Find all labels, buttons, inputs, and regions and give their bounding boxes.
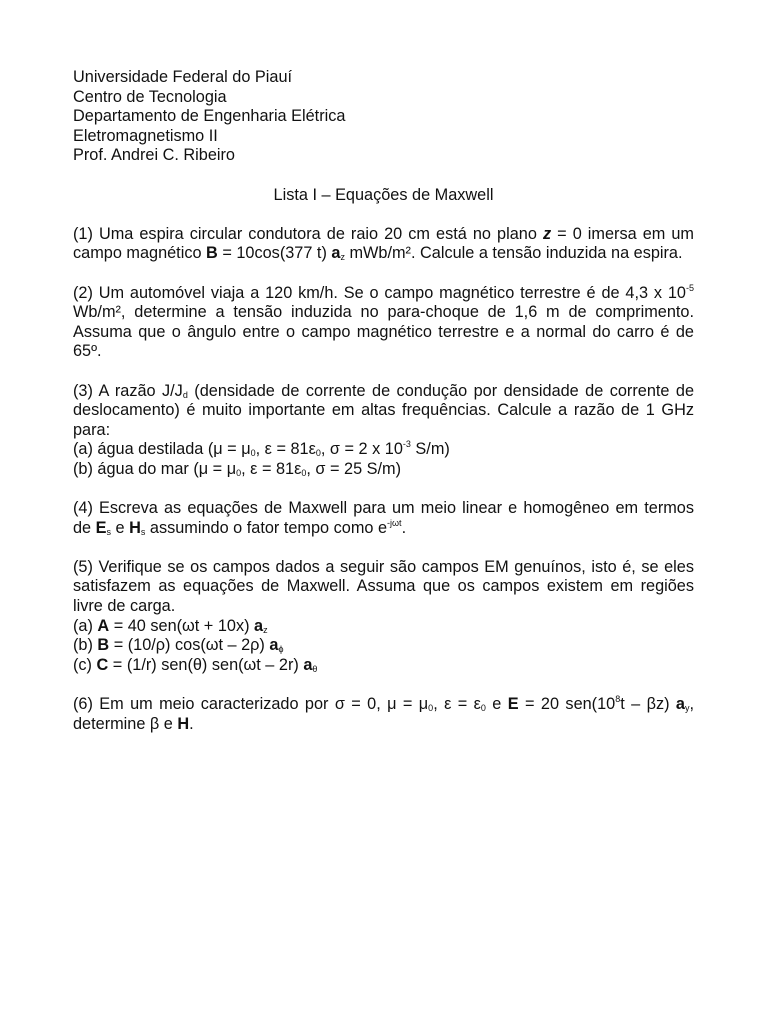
question-6: (6) Em um meio caracterizado por σ = 0, $\mu = \mu_0$, $\varepsilon = \varepsilon_0$ e E = 20 $sen(10^8t - \beta z)$ $a_y$, determine β e H.	[73, 694, 694, 733]
header-university: Universidade Federal do Piauí	[73, 68, 293, 86]
question-5-item-b: (b) B = (10/ρ) cos(ωt – 2ρ) $a_\phi$	[73, 636, 284, 655]
question-4: (4) Escreva as equações de Maxwell para um meio linear e homogêneo em termos de $E_s$ e $H_s$ assumindo o fator tempo como $e^{-j\omega t}$.	[73, 499, 694, 537]
question-1: (1) Uma espira circular condutora de raio 20 cm está no plano z = 0 imersa em um campo magnético B = 10cos(377 t) $a_z$ mWb/m². Calcule a tensão induzida na espira.	[73, 224, 694, 263]
document-title: Lista I – Equações de Maxwell	[273, 185, 494, 204]
header-department: Departamento de Engenharia Elétrica	[73, 107, 346, 126]
document-page	[73, 68, 694, 754]
question-5-statement: (5) Verifique se os campos dados a seguir são campos EM genuínos, isto é, se eles satisfazem as equações de Maxwell. Assuma que os campos existem em regiões livre de carga.	[73, 557, 694, 616]
question-5-item-c: (c) C = (1/r) sen(θ) sen(ωt – 2r) $a_\theta$	[73, 655, 318, 674]
header-center: Centro de Tecnologia	[73, 87, 227, 106]
header-professor: Prof. Andrei C. Ribeiro	[73, 146, 235, 165]
question-5-item-a: (a) A = 40 sen(ωt + 10x) $a_z$	[73, 616, 268, 635]
question-5	[73, 558, 694, 676]
question-3-item-b: (b) água do mar ($\mu = \mu_0$, $\varepsilon = 81\varepsilon_0$, σ = 25 S/m)	[73, 459, 402, 478]
question-3-statement: (3) A razão $J/J_d$ (densidade de corrente de condução por densidade de corrente de deslocamento) é muito importante em altas frequências. Calcule a razão de 1 GHz para:	[73, 381, 695, 439]
document-header	[73, 68, 694, 166]
question-2: (2) Um automóvel viaja a 120 km/h. Se o campo magnético terrestre é de 4,3 x $10^{-5}$ Wb/m², determine a tensão induzida no para-choque de 1,6 m de comprimento. Assuma que o ângulo entre o campo magnético terrestre e a normal do carro é de 65º.	[73, 282, 694, 361]
question-3-item-a: (a) água destilada ($\mu = \mu_0$, $\varepsilon = 81\varepsilon_0$, σ = 2 x $10^{-3}$ S/m)	[73, 439, 450, 459]
question-3	[73, 382, 694, 480]
header-course: Eletromagnetismo II	[73, 126, 218, 145]
